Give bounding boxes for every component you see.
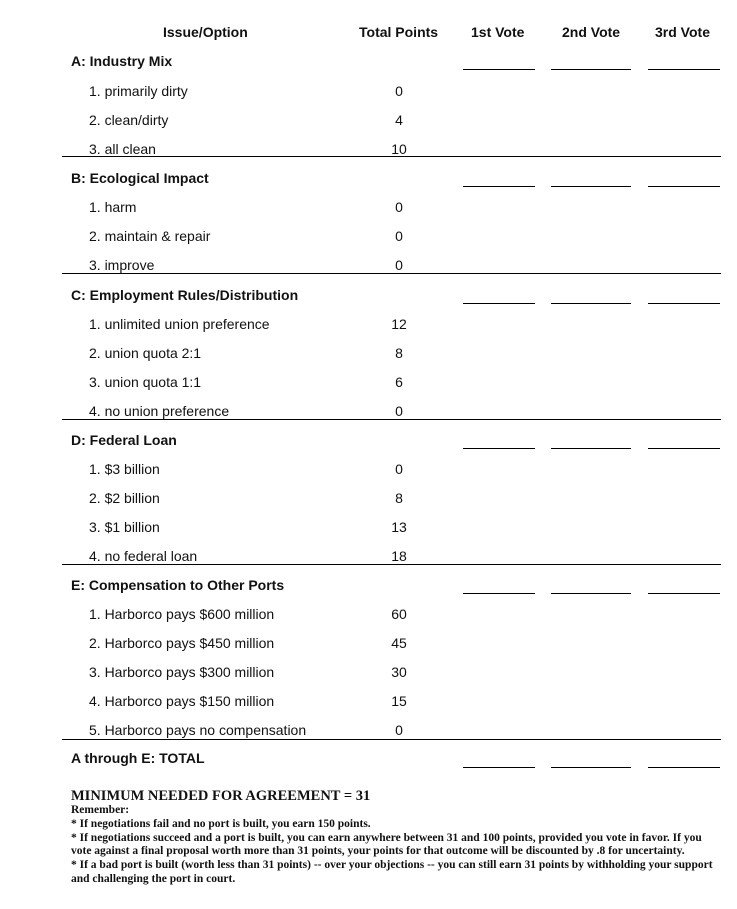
section-title: C: Employment Rules/Distribution <box>71 287 299 303</box>
vote-line-e-3[interactable] <box>648 593 720 594</box>
option-points: 6 <box>395 374 403 390</box>
option-points: 10 <box>391 141 407 157</box>
minimum-agreement: MINIMUM NEEDED FOR AGREEMENT = 31 <box>71 788 371 804</box>
section-divider <box>62 564 721 565</box>
option-points: 0 <box>395 228 403 244</box>
vote-line-a-1[interactable] <box>463 69 535 70</box>
vote-line-c-1[interactable] <box>463 303 535 304</box>
option-label: 4. no federal loan <box>89 548 198 564</box>
section-title: A: Industry Mix <box>71 53 173 69</box>
option-label: 2. Harborco pays $450 million <box>89 635 275 651</box>
vote-line-total-3[interactable] <box>648 767 720 768</box>
vote-line-c-3[interactable] <box>648 303 720 304</box>
first-vote-header: 1st Vote <box>471 24 525 40</box>
note-bad-port: * If a bad port is built (worth less than 31 points) -- over your objections -- you can still earn 31 points by withholding your support and challenging the port in court. <box>71 859 713 885</box>
option-label: 3. $1 billion <box>89 519 160 535</box>
vote-line-b-3[interactable] <box>648 186 720 187</box>
note-port-built: * If negotiations succeed and a port is built, you can earn anywhere between 31 and 100 points, provided you vote in favor. If you vote against a final proposal worth more than 31 points, your points for that outcome will be discounted by .8 for uncertainty. <box>71 831 702 858</box>
option-label: 2. clean/dirty <box>89 112 169 128</box>
section-divider <box>62 739 721 740</box>
option-points: 60 <box>391 606 407 622</box>
option-label: 1. $3 billion <box>89 461 160 477</box>
vote-line-d-3[interactable] <box>648 448 720 449</box>
vote-line-total-1[interactable] <box>463 767 535 768</box>
option-label: 1. Harborco pays $600 million <box>89 606 275 622</box>
vote-line-total-2[interactable] <box>551 767 631 768</box>
vote-line-b-1[interactable] <box>463 186 535 187</box>
option-label: 3. all clean <box>89 141 156 157</box>
option-label: 1. harm <box>89 199 137 215</box>
section-divider <box>62 273 721 274</box>
section-title: B: Ecological Impact <box>71 170 209 186</box>
remember-heading: Remember: <box>71 804 130 816</box>
vote-line-c-2[interactable] <box>551 303 631 304</box>
option-points: 0 <box>395 257 403 273</box>
option-points: 8 <box>395 345 403 361</box>
remember-notes <box>71 804 721 887</box>
option-points: 0 <box>395 83 403 99</box>
vote-line-a-3[interactable] <box>648 69 720 70</box>
option-points: 45 <box>391 635 407 651</box>
option-label: 5. Harborco pays no compensation <box>89 722 307 738</box>
third-vote-header: 3rd Vote <box>655 24 710 40</box>
vote-line-e-2[interactable] <box>551 593 631 594</box>
issue-option-header: Issue/Option <box>163 24 248 40</box>
option-label: 4. no union preference <box>89 403 230 419</box>
section-divider <box>62 156 721 157</box>
option-points: 18 <box>391 548 407 564</box>
option-points: 4 <box>395 112 403 128</box>
option-points: 0 <box>395 722 403 738</box>
total-points-header: Total Points <box>359 24 439 40</box>
option-label: 2. union quota 2:1 <box>89 345 202 361</box>
option-label: 4. Harborco pays $150 million <box>89 693 275 709</box>
option-label: 1. primarily dirty <box>89 83 188 99</box>
option-points: 30 <box>391 664 407 680</box>
option-points: 0 <box>395 403 403 419</box>
option-points: 12 <box>391 316 407 332</box>
total-label: A through E: TOTAL <box>71 750 205 766</box>
option-label: 2. $2 billion <box>89 490 160 506</box>
option-label: 3. improve <box>89 257 155 273</box>
vote-line-d-2[interactable] <box>551 448 631 449</box>
option-points: 13 <box>391 519 407 535</box>
option-label: 3. union quota 1:1 <box>89 374 202 390</box>
vote-line-b-2[interactable] <box>551 186 631 187</box>
note-no-port: * If negotiations fail and no port is built, you earn 150 points. <box>71 817 371 830</box>
section-title: D: Federal Loan <box>71 432 177 448</box>
option-label: 3. Harborco pays $300 million <box>89 664 275 680</box>
vote-line-a-2[interactable] <box>551 69 631 70</box>
option-points: 0 <box>395 199 403 215</box>
vote-line-e-1[interactable] <box>463 593 535 594</box>
second-vote-header: 2nd Vote <box>562 24 621 40</box>
option-points: 0 <box>395 461 403 477</box>
option-points: 8 <box>395 490 403 506</box>
section-divider <box>62 419 721 420</box>
vote-line-d-1[interactable] <box>463 448 535 449</box>
option-points: 15 <box>391 693 407 709</box>
option-label: 2. maintain & repair <box>89 228 211 244</box>
option-label: 1. unlimited union preference <box>89 316 270 332</box>
section-title: E: Compensation to Other Ports <box>71 577 285 593</box>
